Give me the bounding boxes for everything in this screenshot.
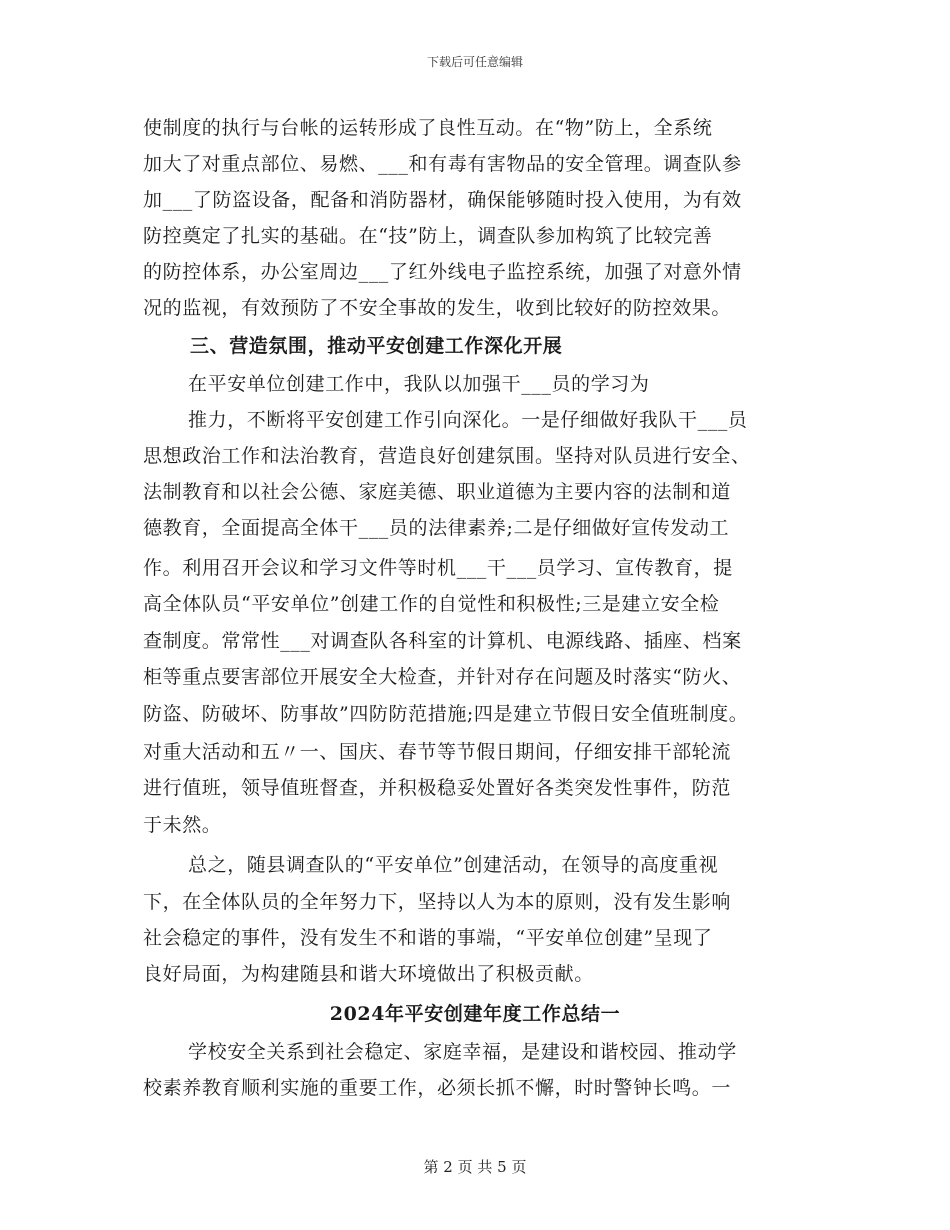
body-line: 法制教育和以社会公德、家庭美德、职业道德为主要内容的法制和道 — [143, 481, 732, 503]
document-title: 2024年平安创建年度工作总结一 — [329, 1003, 621, 1025]
body-line: 在平安单位创建工作中，我队以加强干___员的学习为 — [188, 373, 650, 395]
body-line: 加___了防盗设备，配备和消防器材，确保能够随时投入使用，为有效 — [143, 189, 742, 211]
body-line: 德教育，全面提高全体干___员的法律素养;二是仔细做好宣传发动工 — [143, 517, 730, 539]
body-line: 作。利用召开会议和学习文件等时机___干___员学习、宣传教育，提 — [143, 557, 733, 579]
body-line: 于未然。 — [143, 814, 222, 836]
body-line: 防控奠定了扎实的基础。在“技”防上，调查队参加构筑了比较完善 — [143, 225, 713, 247]
body-line: 学校安全关系到社会稳定、家庭幸福，是建设和谐校园、推动学 — [188, 1041, 737, 1063]
body-line: 社会稳定的事件，没有发生不和谐的事端，“平安单位创建”呈现了 — [143, 927, 713, 949]
body-line: 下，在全体队员的全年努力下，坚持以人为本的原则，没有发生影响 — [143, 891, 732, 913]
page-header: 下载后可任意编辑 — [426, 55, 523, 69]
body-line: 总之，随县调查队的“平安单位”创建活动，在领导的高度重视 — [188, 854, 719, 876]
section-heading: 三、营造氛围，推动平安创建工作深化开展 — [190, 335, 563, 357]
body-line: 况的监视，有效预防了不安全事故的发生，收到比较好的防控效果。 — [143, 297, 732, 319]
body-line: 推力，不断将平安创建工作引向深化。一是仔细做好我队干___员 — [188, 409, 748, 431]
body-line: 校素养教育顺利实施的重要工作，必须长抓不懈，时时警钟长鸣。一 — [143, 1077, 732, 1099]
body-line: 防盗、防破坏、防事故”四防防范措施;四是建立节假日安全值班制度。 — [143, 703, 749, 725]
body-line: 高全体队员“平安单位”创建工作的自觉性和积极性;三是建立安全检 — [143, 593, 720, 615]
body-line: 对重大活动和五〃一、国庆、春节等节假日期间，仔细安排干部轮流 — [143, 741, 732, 763]
body-line: 良好局面，为构建随县和谐大环境做出了积极贡献。 — [143, 963, 594, 985]
body-line: 思想政治工作和法治教育，营造良好创建氛围。坚持对队员进行安全、 — [143, 445, 751, 467]
body-line: 加大了对重点部位、易燃、___和有毒有害物品的安全管理。调查队参 — [143, 153, 742, 175]
page-footer: 第 2 页 共 5 页 — [423, 1158, 527, 1176]
body-line: 查制度。常常性___对调查队各科室的计算机、电源线路、插座、档案 — [143, 630, 742, 652]
body-line: 柜等重点要害部位开展安全大检查，并针对存在问题及时落实“防火、 — [143, 666, 742, 688]
body-line: 进行值班，领导值班督查，并积极稳妥处置好各类突发性事件，防范 — [143, 777, 732, 799]
body-line: 的防控体系，办公室周边___了红外线电子监控系统，加强了对意外情 — [143, 261, 742, 283]
body-line: 使制度的执行与台帐的运转形成了良性互动。在“物”防上，全系统 — [143, 117, 713, 139]
